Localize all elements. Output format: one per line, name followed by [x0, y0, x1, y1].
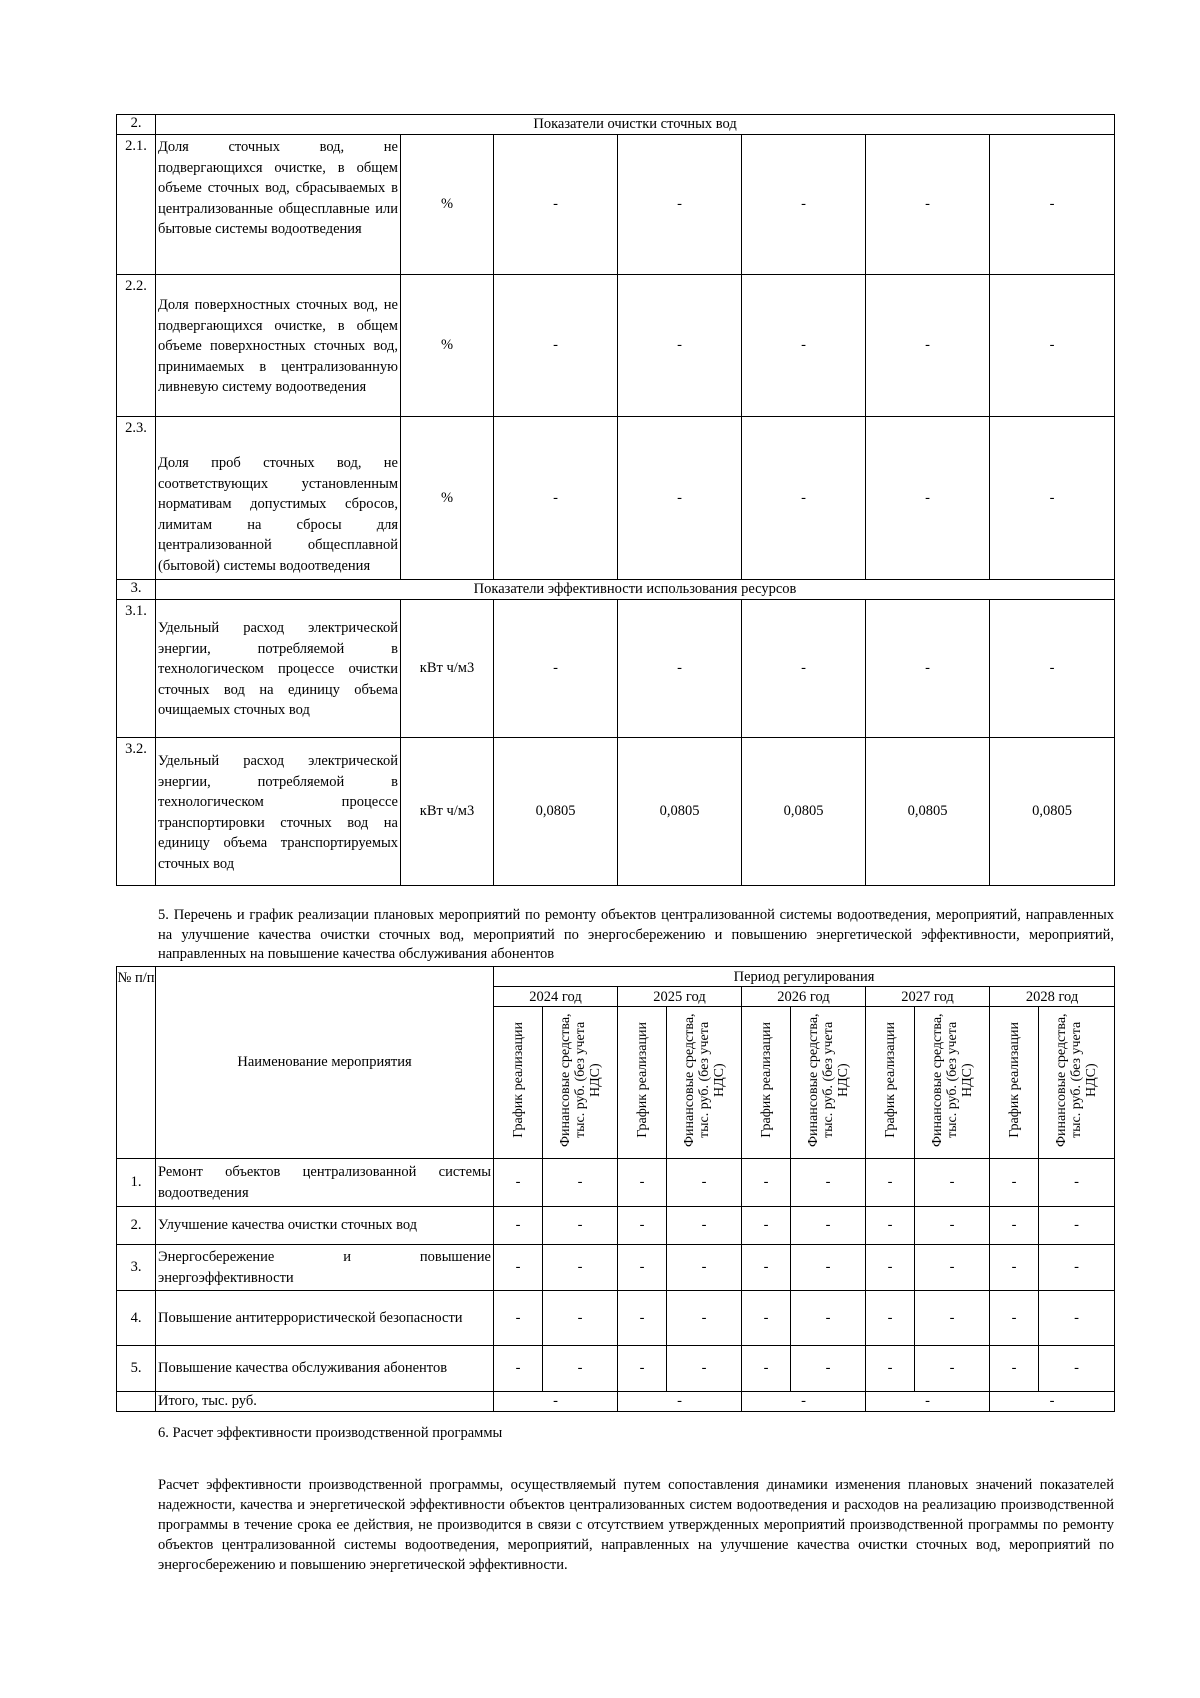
section-5-text: 5. Перечень и график реализации плановых мероприятий по ремонту объектов централизованной системы водоотведения, мероприятий, направленных на улучшение качества очистки сточных вод, мероприятий по энергосбережению и повышению энергетической эффективности, мероприятий, направленных на повышение качества обслуживания абонентов — [158, 907, 1114, 962]
value-cell: - — [742, 1207, 791, 1245]
value-cell: - — [618, 1291, 667, 1346]
section-title: Показатели очистки сточных вод — [156, 115, 1115, 135]
value-cell: - — [791, 1207, 866, 1245]
value-cell: - — [543, 1207, 618, 1245]
subheader-finance: Финансовые средства, тыс. руб. (без учета НДС) — [791, 1007, 866, 1159]
value-cell: - — [494, 1245, 543, 1291]
value-cell: - — [791, 1159, 866, 1207]
value-cell: - — [866, 417, 990, 580]
table-row — [117, 417, 1115, 580]
indicator-name: Доля поверхностных сточных вод, не подвергающихся очистке, в общем объеме поверхностных сточных вод, принимаемых в централизованную ливневую систему водоотведения — [156, 275, 401, 417]
value-cell: - — [866, 1245, 915, 1291]
row-number: 1. — [117, 1159, 156, 1207]
column-header-number: № п/п — [117, 967, 156, 1159]
value-cell: - — [915, 1207, 990, 1245]
value-cell: - — [866, 1291, 915, 1346]
table-row — [117, 135, 1115, 275]
table-row — [117, 738, 1115, 886]
year-header: 2025 год — [618, 987, 742, 1007]
year-header: 2026 год — [742, 987, 866, 1007]
value-cell: - — [543, 1245, 618, 1291]
table-row — [117, 600, 1115, 738]
period-header: Период регулирования — [494, 967, 1115, 987]
value-cell: - — [543, 1291, 618, 1346]
section-number: 3. — [117, 580, 156, 600]
value-cell: - — [742, 1245, 791, 1291]
row-number: 2. — [117, 1207, 156, 1245]
value-cell: - — [618, 1159, 667, 1207]
section-number: 2. — [117, 115, 156, 135]
subheader-schedule: График реализации — [742, 1007, 791, 1159]
section-6-text: Расчет эффективности производственной программы, осуществляемый путем сопоставления динамики изменения плановых значений показателей надежности, качества и энергетической эффективности объектов централизованных систем водоотведения и расходов на реализацию производственной программы в течение срока ее действия, не производится в связи с отсутствием утвержденных мероприятий производственной программы по ремонту объектов централизованной системы водоотведения, мероприятий, направленных на улучшение качества очистки сточных вод, мероприятий по энергосбережению и повышению энергетической эффективности. — [158, 1477, 1114, 1573]
row-number: 3.2. — [117, 738, 156, 886]
value-cell: - — [742, 417, 866, 580]
value-cell: - — [866, 135, 990, 275]
value-cell: - — [990, 1245, 1039, 1291]
indicator-unit: кВт ч/м3 — [401, 738, 494, 886]
value-cell: - — [990, 1291, 1039, 1346]
indicator-name: Удельный расход электрической энергии, потребляемой в технологическом процессе очистки сточных вод на единицу объема очищаемых сточных вод — [156, 600, 401, 738]
value-cell: - — [990, 1346, 1039, 1392]
total-number-cell — [117, 1392, 156, 1412]
value-cell: - — [618, 135, 742, 275]
value-cell: - — [742, 1291, 791, 1346]
value-cell: 0,0805 — [742, 738, 866, 886]
section-title: Показатели эффективности использования ресурсов — [156, 580, 1115, 600]
year-header: 2024 год — [494, 987, 618, 1007]
value-cell: - — [494, 600, 618, 738]
row-number: 2.1. — [117, 135, 156, 275]
value-cell: - — [791, 1346, 866, 1392]
value-cell: - — [494, 1291, 543, 1346]
activity-name: Повышение качества обслуживания абонентов — [156, 1346, 494, 1392]
subheader-schedule: График реализации — [866, 1007, 915, 1159]
value-cell: - — [1039, 1159, 1115, 1207]
indicator-name: Доля сточных вод, не подвергающихся очистке, в общем объеме сточных вод, сбрасываемых в централизованные общесплавные или бытовые системы водоотведения — [156, 135, 401, 275]
indicator-unit: % — [401, 275, 494, 417]
section-header-row — [117, 115, 1115, 135]
activities-table — [116, 966, 1115, 1412]
total-value: - — [494, 1392, 618, 1412]
value-cell: - — [866, 275, 990, 417]
column-header-name: Наименование мероприятия — [156, 967, 494, 1159]
row-number: 3. — [117, 1245, 156, 1291]
indicator-name: Удельный расход электрической энергии, потребляемой в технологическом процессе транспортировки сточных вод на единицу объема транспортируемых сточных вод — [156, 738, 401, 886]
value-cell: - — [667, 1159, 742, 1207]
total-label: Итого, тыс. руб. — [156, 1392, 494, 1412]
subheader-finance: Финансовые средства, тыс. руб. (без учета НДС) — [915, 1007, 990, 1159]
section-header-row — [117, 580, 1115, 600]
value-cell: - — [543, 1159, 618, 1207]
value-cell: - — [543, 1346, 618, 1392]
value-cell: - — [618, 600, 742, 738]
value-cell: - — [915, 1346, 990, 1392]
total-value: - — [742, 1392, 866, 1412]
year-header: 2027 год — [866, 987, 990, 1007]
subheader-finance: Финансовые средства, тыс. руб. (без учета НДС) — [1039, 1007, 1115, 1159]
value-cell: - — [866, 1159, 915, 1207]
value-cell: - — [667, 1346, 742, 1392]
value-cell: - — [742, 600, 866, 738]
activity-name: Улучшение качества очистки сточных вод — [156, 1207, 494, 1245]
subheader-schedule: График реализации — [494, 1007, 543, 1159]
value-cell: - — [791, 1245, 866, 1291]
total-value: - — [866, 1392, 990, 1412]
indicator-unit: % — [401, 417, 494, 580]
value-cell: 0,0805 — [494, 738, 618, 886]
indicator-name: Доля проб сточных вод, не соответствующих установленным нормативам допустимых сбросов, лимитам на сбросы для централизованной общесплавной (бытовой) системы водоотведения — [156, 417, 401, 580]
value-cell: - — [990, 275, 1115, 417]
value-cell: - — [866, 600, 990, 738]
total-value: - — [618, 1392, 742, 1412]
value-cell: - — [742, 1346, 791, 1392]
value-cell: - — [618, 1207, 667, 1245]
value-cell: - — [618, 417, 742, 580]
section-6-title: 6. Расчет эффективности производственной программы — [158, 1425, 503, 1441]
row-number: 3.1. — [117, 600, 156, 738]
value-cell: - — [618, 1346, 667, 1392]
indicator-unit: % — [401, 135, 494, 275]
value-cell: 0,0805 — [618, 738, 742, 886]
year-header: 2028 год — [990, 987, 1115, 1007]
total-value: - — [990, 1392, 1115, 1412]
subheader-finance: Финансовые средства, тыс. руб. (без учета НДС) — [543, 1007, 618, 1159]
subheader-schedule: График реализации — [618, 1007, 667, 1159]
total-row — [117, 1392, 1115, 1412]
value-cell: - — [990, 600, 1115, 738]
value-cell: 0,0805 — [866, 738, 990, 886]
value-cell: - — [866, 1207, 915, 1245]
value-cell: - — [742, 275, 866, 417]
value-cell: - — [494, 1346, 543, 1392]
value-cell: - — [990, 1207, 1039, 1245]
value-cell: - — [1039, 1207, 1115, 1245]
table-row — [117, 275, 1115, 417]
table-row — [117, 1159, 1115, 1207]
table-row — [117, 1207, 1115, 1245]
value-cell: - — [915, 1245, 990, 1291]
activity-name: Ремонт объектов централизованной системы водоотведения — [156, 1159, 494, 1207]
activity-name: Энергосбережение и повышение энергоэффективности — [156, 1245, 494, 1291]
indicator-unit: кВт ч/м3 — [401, 600, 494, 738]
value-cell: - — [990, 417, 1115, 580]
row-number: 2.3. — [117, 417, 156, 580]
value-cell: 0,0805 — [990, 738, 1115, 886]
value-cell: - — [742, 135, 866, 275]
table-row — [117, 1291, 1115, 1346]
value-cell: - — [494, 1159, 543, 1207]
row-number: 5. — [117, 1346, 156, 1392]
value-cell: - — [618, 275, 742, 417]
value-cell: - — [618, 1245, 667, 1291]
value-cell: - — [494, 135, 618, 275]
value-cell: - — [866, 1346, 915, 1392]
value-cell: - — [915, 1291, 990, 1346]
row-number: 4. — [117, 1291, 156, 1346]
value-cell: - — [1039, 1291, 1115, 1346]
value-cell: - — [990, 1159, 1039, 1207]
value-cell: - — [667, 1207, 742, 1245]
value-cell: - — [990, 135, 1115, 275]
value-cell: - — [667, 1291, 742, 1346]
indicators-table — [116, 114, 1115, 886]
value-cell: - — [791, 1291, 866, 1346]
value-cell: - — [742, 1159, 791, 1207]
value-cell: - — [494, 1207, 543, 1245]
value-cell: - — [915, 1159, 990, 1207]
value-cell: - — [1039, 1245, 1115, 1291]
table-row — [117, 1346, 1115, 1392]
subheader-finance: Финансовые средства, тыс. руб. (без учета НДС) — [667, 1007, 742, 1159]
table-row — [117, 1245, 1115, 1291]
activity-name: Повышение антитеррористической безопасности — [156, 1291, 494, 1346]
value-cell: - — [494, 275, 618, 417]
value-cell: - — [1039, 1346, 1115, 1392]
value-cell: - — [667, 1245, 742, 1291]
subheader-schedule: График реализации — [990, 1007, 1039, 1159]
value-cell: - — [494, 417, 618, 580]
row-number: 2.2. — [117, 275, 156, 417]
